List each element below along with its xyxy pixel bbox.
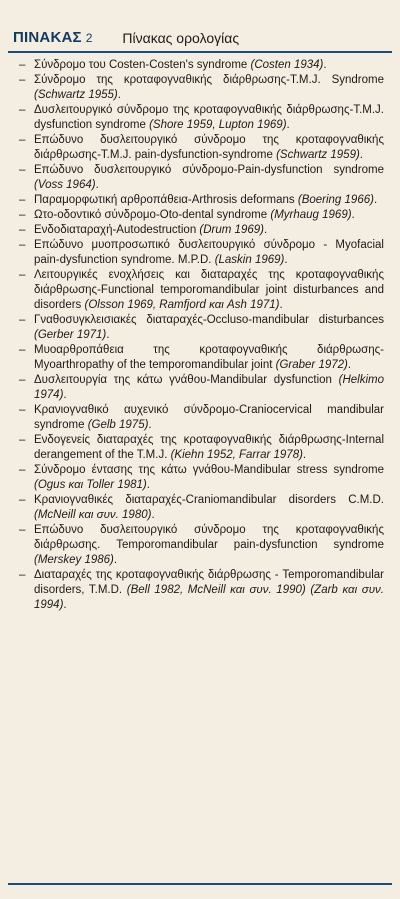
list-item (18, 523, 384, 568)
list-item (18, 433, 384, 463)
list-item (18, 163, 384, 193)
term-text: Σύνδρομο του Costen-Costen's syndrome (34, 59, 251, 71)
list-dash: – (19, 74, 26, 86)
list-item (18, 313, 384, 343)
list-dash: – (19, 269, 26, 281)
term-punctuation: . (106, 329, 110, 341)
list-item (18, 73, 384, 103)
term-citation: (Laskin 1969) (214, 254, 285, 266)
term-citation: (Schwartz 1955) (34, 89, 118, 101)
list-dash: – (19, 344, 26, 356)
bottom-rule (8, 883, 392, 885)
term-punctuation: . (151, 509, 155, 521)
term-text: Διαταραχές της κροταφογναθικής διάρθρωσης - Temporomandibular disorders, T.M.D. (34, 569, 384, 596)
list-item (18, 58, 384, 73)
list-dash: – (19, 569, 26, 581)
term-citation: (Myrhaug 1969) (270, 209, 352, 221)
term-citation: (Olsson 1969, Ramfjord και Ash 1971) (84, 299, 280, 311)
term-punctuation: . (146, 479, 150, 491)
term-text: Επώδυνο δυσλειτουργικό σύνδρομο-Pain-dysfunction syndrome (34, 164, 384, 176)
term-punctuation: . (263, 224, 268, 236)
term-punctuation: . (351, 209, 355, 221)
term-citation: (Gelb 1975) (87, 419, 149, 431)
term-punctuation: . (117, 89, 121, 101)
term-text: Επώδυνο δυσλειτουργικό σύνδρομο της κροταφογναθικής διάρθρωσης-T.M.J. pain-dysfunction-syndrome (34, 134, 384, 161)
term-text: Δυσλειτουργία της κάτω γνάθου-Mandibular dysfunction (34, 374, 339, 386)
term-punctuation: . (113, 554, 118, 566)
header-rule (8, 51, 392, 53)
term-punctuation: . (359, 149, 363, 161)
term-punctuation: . (302, 449, 307, 461)
list-item (18, 568, 384, 613)
table-title: Πίνακας ορολογίας (122, 30, 240, 46)
list-item (18, 493, 384, 523)
list-dash: – (19, 104, 26, 116)
terminology-list (18, 58, 384, 613)
table-number: 2 (85, 31, 93, 45)
list-item (18, 373, 384, 403)
term-text: Παραμορφωτική αρθροπάθεια-Arthrosis deformans (34, 194, 298, 206)
term-punctuation: . (63, 599, 67, 611)
list-dash: – (19, 494, 26, 506)
list-item (18, 223, 384, 238)
term-citation: (Merskey 1986) (34, 554, 114, 566)
term-text: Μυοαρθροπάθεια της κροταφογναθικής διάρθρωσης-Myoarthropathy of the temporomandibular joint (34, 344, 384, 371)
term-citation: (Drum 1969) (199, 224, 264, 236)
list-item (18, 193, 384, 208)
term-citation: (McNeill και συν. 1980) (34, 509, 152, 521)
list-item (18, 238, 384, 268)
term-punctuation: . (148, 419, 152, 431)
term-text: Λειτουργικές ενοχλήσεις και διαταραχές της κροταφογναθικής διάρθρωσης-Functional temporomandibular joint disturbances and disorders (34, 269, 384, 311)
list-dash: – (19, 524, 26, 536)
term-citation: (Helkimo 1974) (34, 374, 384, 401)
list-dash: – (19, 209, 26, 221)
term-punctuation: . (373, 194, 378, 206)
term-text: Ενδοδιαταραχή-Autodestruction (34, 224, 200, 236)
list-item (18, 268, 384, 313)
term-text: Κρανιογναθικό αυχενικό σύνδρομο-Craniocervical mandibular syndrome (34, 404, 384, 431)
term-punctuation: . (284, 254, 288, 266)
list-item (18, 463, 384, 493)
list-item (18, 133, 384, 163)
term-text: Επώδυνο δυσλειτουργικό σύνδρομο της κροταφογναθικής διάρθρωσης. Temporomandibular pain-dysfunction syndrome (34, 524, 384, 551)
term-text: Επώδυνο μυοπροσωπικό δυσλειτουργικό σύνδρομο - Myofacial pain-dysfunction syndrome. M.P.D. (34, 239, 384, 266)
term-citation: (Shore 1959, Lupton 1969) (149, 119, 287, 131)
list-item (18, 343, 384, 373)
term-text: Σύνδρομο της κροταφογναθικής διάρθρωσης-T.M.J. Syndrome (34, 74, 384, 86)
list-dash: – (19, 374, 26, 386)
term-punctuation: . (286, 119, 290, 131)
list-dash: – (19, 239, 26, 251)
list-dash: – (19, 134, 26, 146)
table-label: ΠΙΝΑΚΑΣ (13, 29, 82, 46)
term-citation: (Gerber 1971) (34, 329, 107, 341)
term-text: Δυσλειτουργικό σύνδρομο της κροταφογναθικής διάρθρωσης-T.M.J. dysfunction syndrome (34, 104, 384, 131)
term-citation: (Bell 1982, McNeill και συν. 1990) (Zarb και συν. 1994) (34, 584, 384, 611)
term-punctuation: . (323, 59, 327, 71)
list-dash: – (19, 164, 26, 176)
term-punctuation: . (347, 359, 352, 371)
term-text: Γναθοσυγκλεισιακές διαταραχές-Occluso-mandibular disturbances (34, 314, 384, 326)
term-text: Σύνδρομο έντασης της κάτω γνάθου-Mandibular stress syndrome (34, 464, 384, 476)
list-dash: – (19, 224, 26, 236)
list-item (18, 208, 384, 223)
list-dash: – (19, 194, 26, 206)
term-punctuation: . (63, 389, 67, 401)
term-citation: (Boering 1966) (297, 194, 374, 206)
term-citation: (Kiehn 1952, Farrar 1978) (170, 449, 303, 461)
term-text: Ωτο-οδοντικό σύνδρομο-Oto-dental syndrome (34, 209, 271, 221)
term-citation: (Graber 1972) (275, 359, 348, 371)
term-citation: (Costen 1934) (250, 59, 324, 71)
term-citation: (Schwartz 1959) (276, 149, 360, 161)
term-citation: (Ogus και Toller 1981) (34, 479, 147, 491)
list-item (18, 103, 384, 133)
list-item (18, 403, 384, 433)
list-dash: – (19, 314, 26, 326)
term-punctuation: . (279, 299, 283, 311)
term-citation: (Voss 1964) (34, 179, 96, 191)
list-dash: – (19, 464, 26, 476)
table-header (13, 22, 391, 47)
term-punctuation: . (95, 179, 99, 191)
term-text: Κρανιογναθικές διαταραχές-Craniomandibular disorders C.M.D. (34, 494, 384, 506)
list-dash: – (19, 59, 26, 71)
term-text: Ενδογενείς διαταραχές της κροταφογναθικής διάρθρωσης-Internal derangement of the T.M.J. (34, 434, 384, 461)
list-dash: – (19, 434, 26, 446)
list-dash: – (19, 404, 26, 416)
